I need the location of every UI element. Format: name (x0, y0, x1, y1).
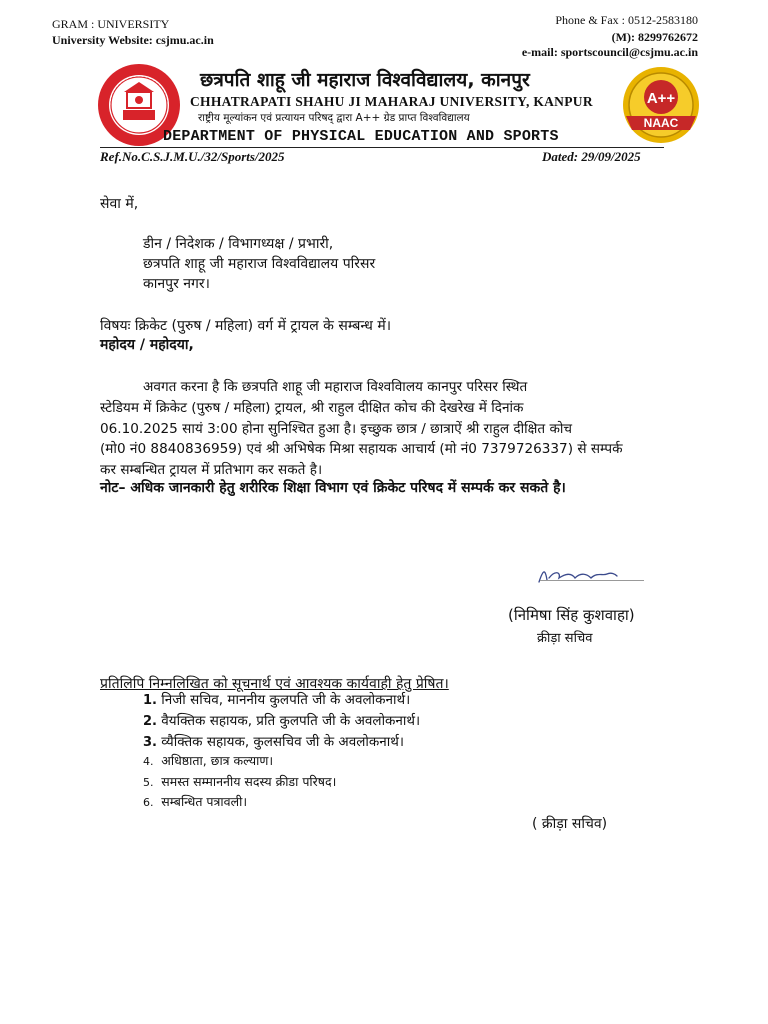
list-number: 5. (143, 776, 154, 789)
list-item (143, 732, 404, 750)
department-name: DEPARTMENT OF PHYSICAL EDUCATION AND SPORTS (163, 128, 559, 145)
body-paragraph-line: अवगत करना है कि छत्रपति शाहू जी महाराज विश्वविालय कानपुर परिसर स्थित (143, 379, 528, 395)
list-text: व्यैक्तिक सहायक, कुलसचिव जी के अवलोकनार्थ। (161, 734, 404, 750)
list-number: 2. (143, 714, 157, 729)
naac-accreditation-line: राष्ट्रीय मूल्यांकन एवं प्रत्यायन परिषद् द्वारा A++ ग्रेड प्राप्त विश्वविद्यालय (198, 112, 470, 124)
list-item (143, 752, 273, 769)
signer-designation: क्रीड़ा सचिव (537, 631, 593, 646)
body-paragraph-line: कर सम्बन्धित ट्रायल में प्रतिभाग कर सकते है। (100, 462, 323, 478)
list-item (143, 690, 410, 708)
university-name-english: CHHATRAPATI SHAHU JI MAHARAJ UNIVERSITY, KANPUR (190, 94, 593, 109)
body-paragraph-line: स्टेडियम में क्रिकेट (पुरुष / महिला) ट्रायल, श्री राहुल दीक्षित कोच की देखरेख में दिनांक (100, 400, 524, 416)
list-item (143, 773, 336, 790)
naac-label: NAAC (643, 116, 679, 130)
closing-signature-title: ( क्रीड़ा सचिव) (532, 816, 608, 832)
list-item (143, 711, 420, 729)
list-number: 4. (143, 755, 154, 768)
university-name-hindi: छत्रपति शाहू जी महाराज विश्वविद्यालय, कानपुर (200, 69, 530, 91)
mobile-number: (M): 8299762672 (611, 30, 698, 44)
list-text: वैयक्तिक सहायक, प्रति कुलपति जी के अवलोकनार्थ। (161, 713, 421, 729)
copy-to-heading: प्रतिलिपि निम्नलिखित को सूचनार्थ एवं आवश्यक कार्यवाही हेतु प्रेषित। (100, 676, 449, 692)
naac-badge (620, 64, 702, 146)
list-number: 1. (143, 693, 157, 708)
header-divider (100, 147, 664, 148)
body-paragraph-line: 06.10.2025 सायं 3:00 होना सुनिश्चित हुआ है। इच्छुक छात्र / छात्राऐं श्री राहुल दीक्षित कोच (100, 421, 573, 437)
subject-line: विषयः क्रिकेट (पुरुष / महिला) वर्ग में ट्रायल के सम्बन्ध में। (100, 318, 392, 334)
university-website[interactable]: University Website: csjmu.ac.in (52, 33, 214, 47)
addressee-line: कानपुर नगर। (143, 276, 210, 292)
email-address[interactable]: e-mail: sportscouncil@csjmu.ac.in (521, 45, 698, 59)
list-text: अधिष्ठाता, छात्र कल्याण। (161, 753, 274, 768)
naac-grade: A++ (646, 90, 676, 107)
phone-fax: Phone & Fax : 0512-2583180 (555, 13, 698, 27)
list-text: निजी सचिव, माननीय कुलपति जी के अवलोकनार्थ। (161, 692, 411, 708)
addressee-line: डीन / निदेशक / विभागध्यक्ष / प्रभारी, (143, 236, 334, 252)
reference-number: Ref.No.C.S.J.M.U./32/Sports/2025 (100, 149, 285, 164)
list-item (143, 793, 247, 810)
list-text: सम्बन्धित पत्रावली। (161, 794, 248, 809)
salutation: सेवा में, (100, 196, 139, 212)
list-text: समस्त सम्माननीय सदस्य क्रीडा परिषद। (161, 774, 337, 789)
list-number: 3. (143, 735, 157, 750)
addressee-line: छत्रपति शाहू जी महाराज विश्वविद्यालय परिसर (143, 256, 376, 272)
handwritten-signature (535, 560, 645, 590)
gram-address: GRAM : UNIVERSITY (52, 17, 170, 31)
note-line: नोट– अधिक जानकारी हेतु शरीरिक शिक्षा विभाग एवं क्रिकेट परिषद में सम्पर्क कर सकते है। (100, 480, 566, 496)
list-number: 6. (143, 796, 154, 809)
signer-name: (निमिषा सिंह कुशवाहा) (508, 606, 635, 624)
greeting: महोदय / महोदया, (100, 337, 194, 353)
signature-line (540, 580, 644, 581)
body-paragraph-line: (मो0 नं0 8840836959) एवं श्री अभिषेक मिश्रा सहायक आचार्य (मो नं0 7379726337) से सम्पर्क (100, 441, 623, 457)
letter-date: Dated: 29/09/2025 (542, 149, 641, 164)
